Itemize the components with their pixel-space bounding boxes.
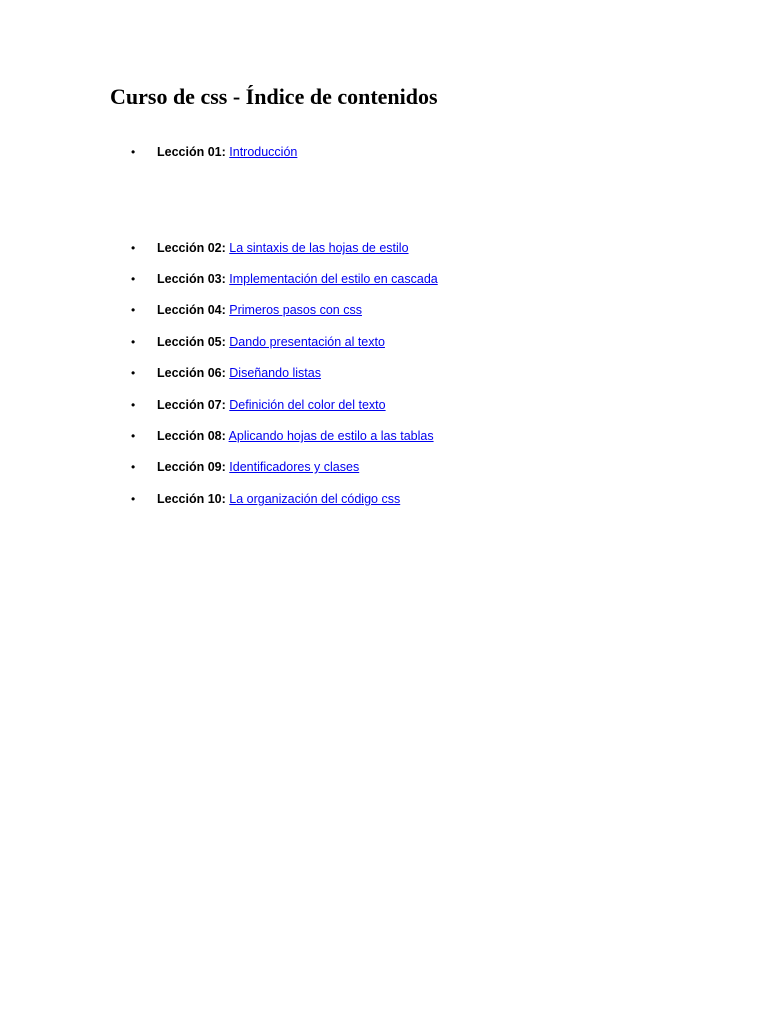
list-item — [131, 395, 386, 415]
lesson-link[interactable]: Implementación del estilo en cascada — [229, 272, 438, 286]
list-item — [131, 300, 362, 320]
lesson-label: Lección 06: — [157, 366, 226, 380]
lesson-label: Lección 03: — [157, 272, 226, 286]
lesson-label: Lección 10: — [157, 492, 226, 506]
lesson-label: Lección 07: — [157, 398, 226, 412]
bullet-icon: • — [131, 460, 136, 474]
list-item — [131, 269, 438, 289]
bullet-icon: • — [131, 241, 136, 255]
bullet-icon: • — [131, 272, 136, 286]
bullet-icon: • — [131, 492, 136, 506]
list-item — [131, 332, 385, 352]
lesson-label: Lección 01: — [157, 145, 226, 159]
lesson-link[interactable]: Dando presentación al texto — [229, 335, 385, 349]
lesson-link[interactable]: Identificadores y clases — [229, 460, 360, 474]
lesson-link[interactable]: La sintaxis de las hojas de estilo — [229, 241, 409, 255]
lesson-label: Lección 02: — [157, 241, 226, 255]
lesson-label: Lección 09: — [157, 460, 226, 474]
list-item — [131, 426, 434, 446]
lesson-link[interactable]: Definición del color del texto — [229, 398, 386, 412]
bullet-icon: • — [131, 303, 136, 317]
bullet-icon: • — [131, 429, 136, 443]
bullet-icon: • — [131, 398, 136, 412]
lesson-link[interactable]: Primeros pasos con css — [229, 303, 362, 317]
list-item — [131, 363, 321, 383]
list-item — [131, 142, 297, 162]
list-item — [131, 457, 359, 477]
lesson-link[interactable]: Diseñando listas — [229, 366, 321, 380]
lesson-label: Lección 04: — [157, 303, 226, 317]
list-item — [131, 238, 409, 258]
lesson-label: Lección 05: — [157, 335, 226, 349]
lesson-label: Lección 08: — [157, 429, 226, 443]
bullet-icon: • — [131, 366, 136, 380]
page-title: Curso de css - Índice de contenidos — [110, 84, 438, 109]
bullet-icon: • — [131, 335, 136, 349]
bullet-icon: • — [131, 145, 136, 159]
lesson-link[interactable]: La organización del código css — [229, 492, 401, 506]
lesson-link[interactable]: Aplicando hojas de estilo a las tablas — [228, 429, 434, 443]
list-item — [131, 489, 400, 509]
lesson-link[interactable]: Introducción — [229, 145, 298, 159]
